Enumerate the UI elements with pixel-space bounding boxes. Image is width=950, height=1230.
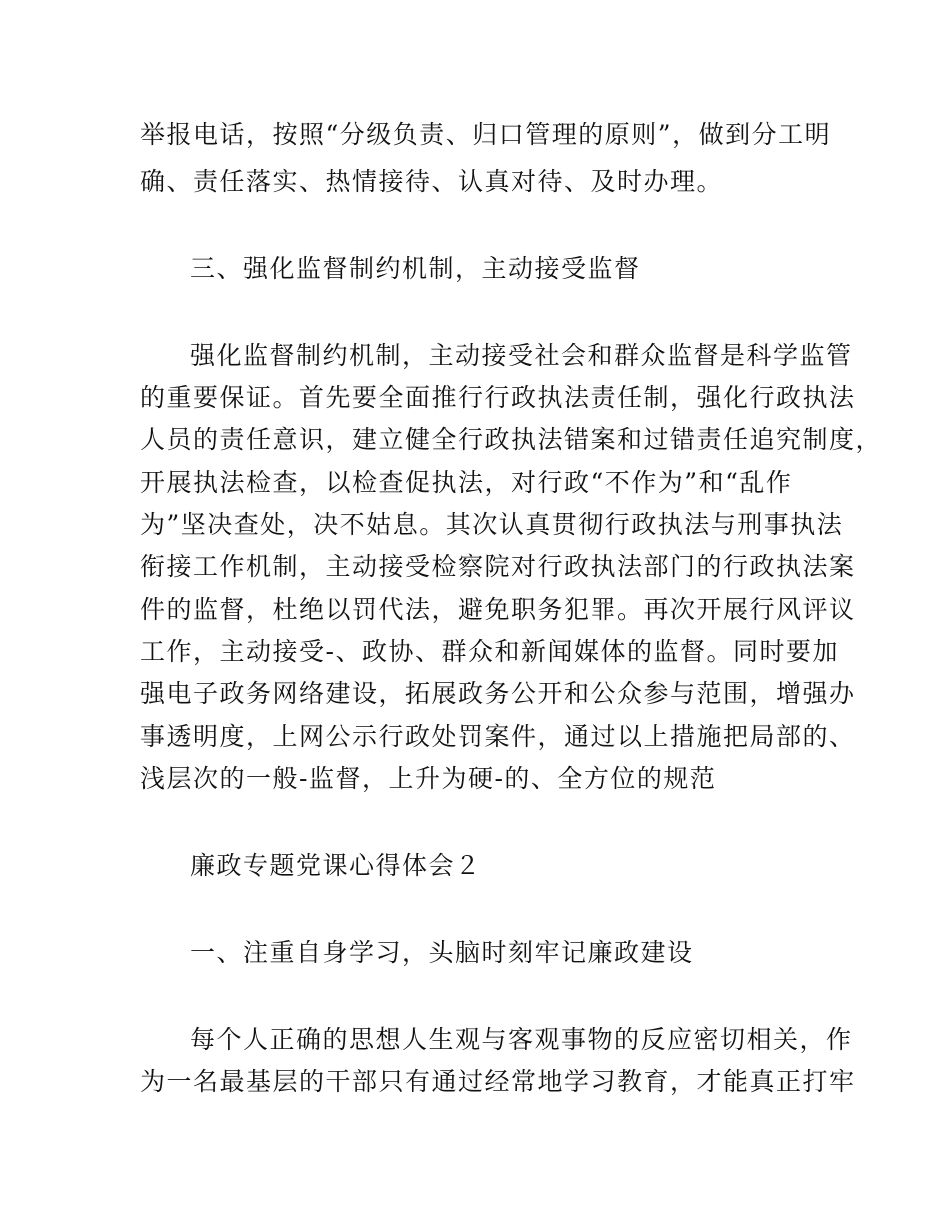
- paragraph-line: 举报电话，按照“分级负责、归口管理的原则”，做到分工明: [140, 120, 832, 149]
- paragraph-line: 的重要保证。首先要全面推行行政执法责任制，强化行政执法: [140, 383, 856, 412]
- paragraph-line: 开展执法检查，以检查促执法，对行政“不作为”和“乱作: [140, 468, 793, 497]
- section-heading: 三、强化监督制约机制，主动接受监督: [190, 254, 641, 283]
- paragraph-line: 工作，主动接受-、政协、群众和新闻媒体的监督。同时要加: [140, 637, 839, 666]
- paragraph-line: 件的监督，杜绝以罚代法，避免职务犯罪。再次开展行风评议: [140, 595, 856, 624]
- paragraph-line: 浅层次的一般-监督，上升为硬-的、全方位的规范: [140, 764, 717, 793]
- section-heading: 一、注重自身学习，头脑时刻牢记廉政建设: [190, 938, 694, 967]
- paragraph-line: 确、责任落实、热情接待、认真对待、及时办理。: [140, 167, 724, 196]
- paragraph-line: 强电子政务网络建设，拓展政务公开和公众参与范围，增强办: [140, 679, 856, 708]
- paragraph-line: 强化监督制约机制，主动接受社会和群众监督是科学监管: [190, 341, 853, 370]
- paragraph-line: 为”坚决查处，决不姑息。其次认真贯彻行政执法与刑事执法: [140, 510, 844, 539]
- paragraph-line: 人员的责任意识，建立健全行政执法错案和过错责任追究制度，: [140, 425, 883, 454]
- essay-title: 廉政专题党课心得体会２: [190, 851, 482, 880]
- paragraph-line: 事透明度，上网公示行政处罚案件，通过以上措施把局部的、: [140, 722, 856, 751]
- paragraph-line: 为一名最基层的干部只有通过经常地学习教育，才能真正打牢: [140, 1067, 856, 1096]
- paragraph-line: 衔接工作机制，主动接受检察院对行政执法部门的行政执法案: [140, 552, 856, 581]
- paragraph-line: 每个人正确的思想人生观与客观事物的反应密切相关，作: [190, 1025, 853, 1054]
